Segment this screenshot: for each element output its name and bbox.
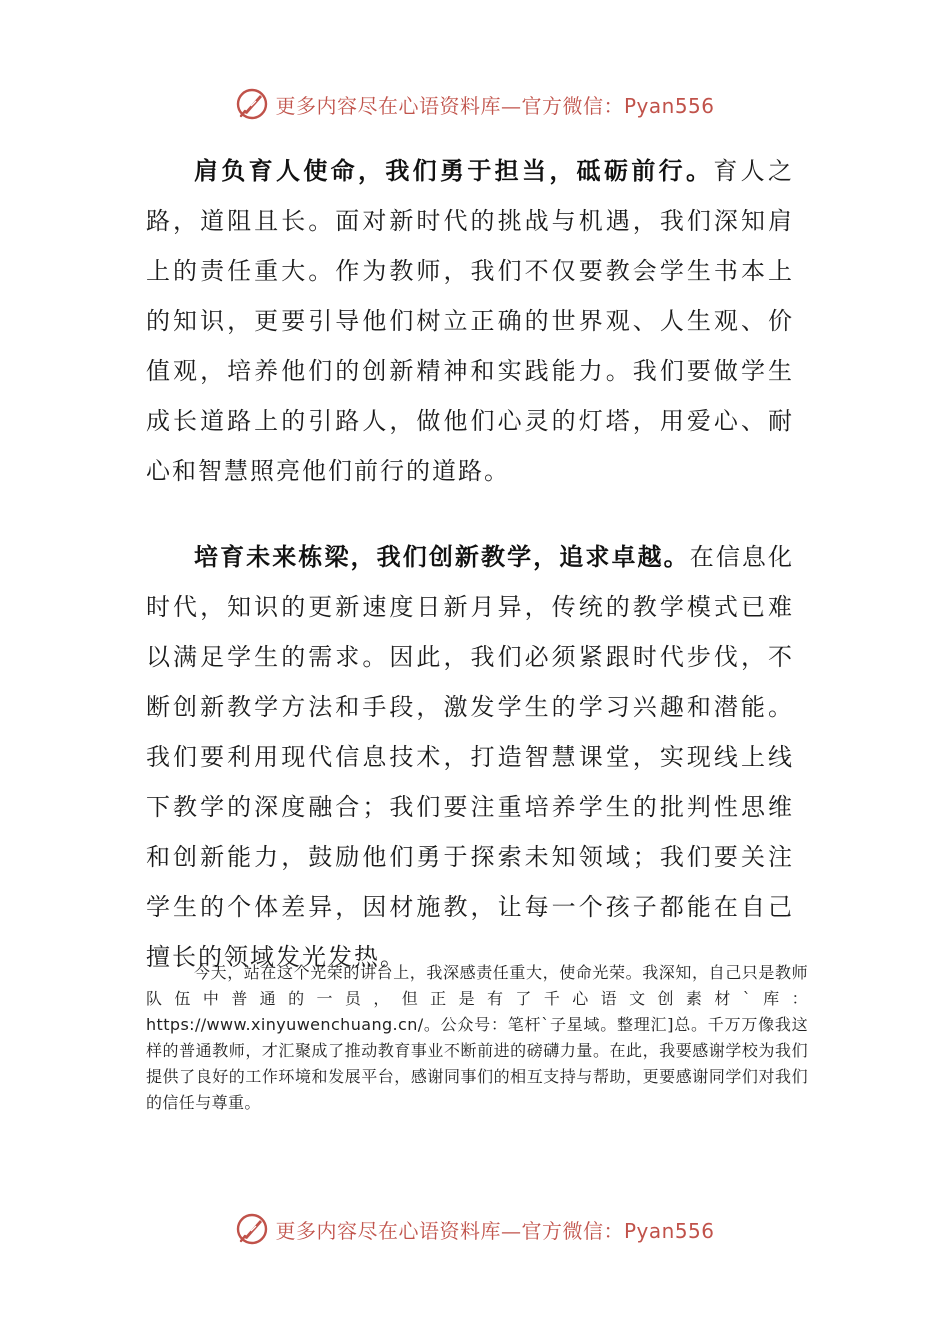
quill-logo-icon — [235, 1212, 269, 1246]
header-banner — [0, 84, 950, 124]
banner-handle: Pyan556 — [623, 93, 715, 118]
paragraph-2 — [146, 532, 794, 982]
paragraph-1-lead: 肩负育人使命，我们勇于担当，砥砺前行。 — [194, 156, 714, 185]
small-paragraph-part2: 。公众号：笔杆`子星域。整理汇]总。千万万像我这样的普通教师，才汇聚成了推动教育事业不断前进的磅礴力量。在此，我要感谢学校为我们提供了良好的工作环境和发展平台，感谢同事们的相互支持与帮助，更要感谢同学们对我们的信任与尊重。 — [146, 1015, 808, 1112]
paragraph-2-body: 在信息化时代，知识的更新速度日新月异，传统的教学模式已难以满足学生的需求。因此，我们必须紧跟时代步伐，不断创新教学方法和手段，激发学生的学习兴趣和潜能。我们要利用现代信息技术，打造智慧课堂，实现线上线下教学的深度融合；我们要注重培养学生的批判性思维和创新能力，鼓励他们勇于探索未知领域；我们要关注学生的个体差异，因材施教，让每一个孩子都能在自己擅长的领域发光发热。 — [146, 543, 795, 971]
banner-text: 更多内容尽在心语资料库—官方微信：Pyan556 — [275, 1218, 715, 1243]
banner-text: 更多内容尽在心语资料库—官方微信：Pyan556 — [275, 93, 715, 118]
quill-logo-icon — [235, 87, 269, 121]
footer-banner — [0, 1209, 950, 1249]
paragraph-1-body: 育人之路，道阻且长。面对新时代的挑战与机遇，我们深知肩上的责任重大。作为教师，我们不仅要教会学生书本上的知识，更要引导他们树立正确的世界观、人生观、价值观，培养他们的创新精神和实践能力。我们要做学生成长道路上的引路人，做他们心灵的灯塔，用爱心、耐心和智慧照亮他们前行的道路。 — [146, 157, 795, 485]
main-content — [146, 146, 794, 982]
banner-handle: Pyan556 — [623, 1218, 715, 1243]
paragraph-2-lead: 培育未来栋梁，我们创新教学，追求卓越。 — [194, 542, 690, 571]
paragraph-1 — [146, 146, 794, 496]
small-paragraph-part1: 今天，站在这个光荣的讲台上，我深感责任重大，使命光荣。我深知，自己只是教师队伍中普通的一员，但正是有了千心语文创素材`库： — [146, 963, 808, 1008]
small-paragraph — [146, 960, 808, 1116]
resource-url-link[interactable]: https://www.xinyuwenchuang.cn/ — [146, 1015, 424, 1034]
